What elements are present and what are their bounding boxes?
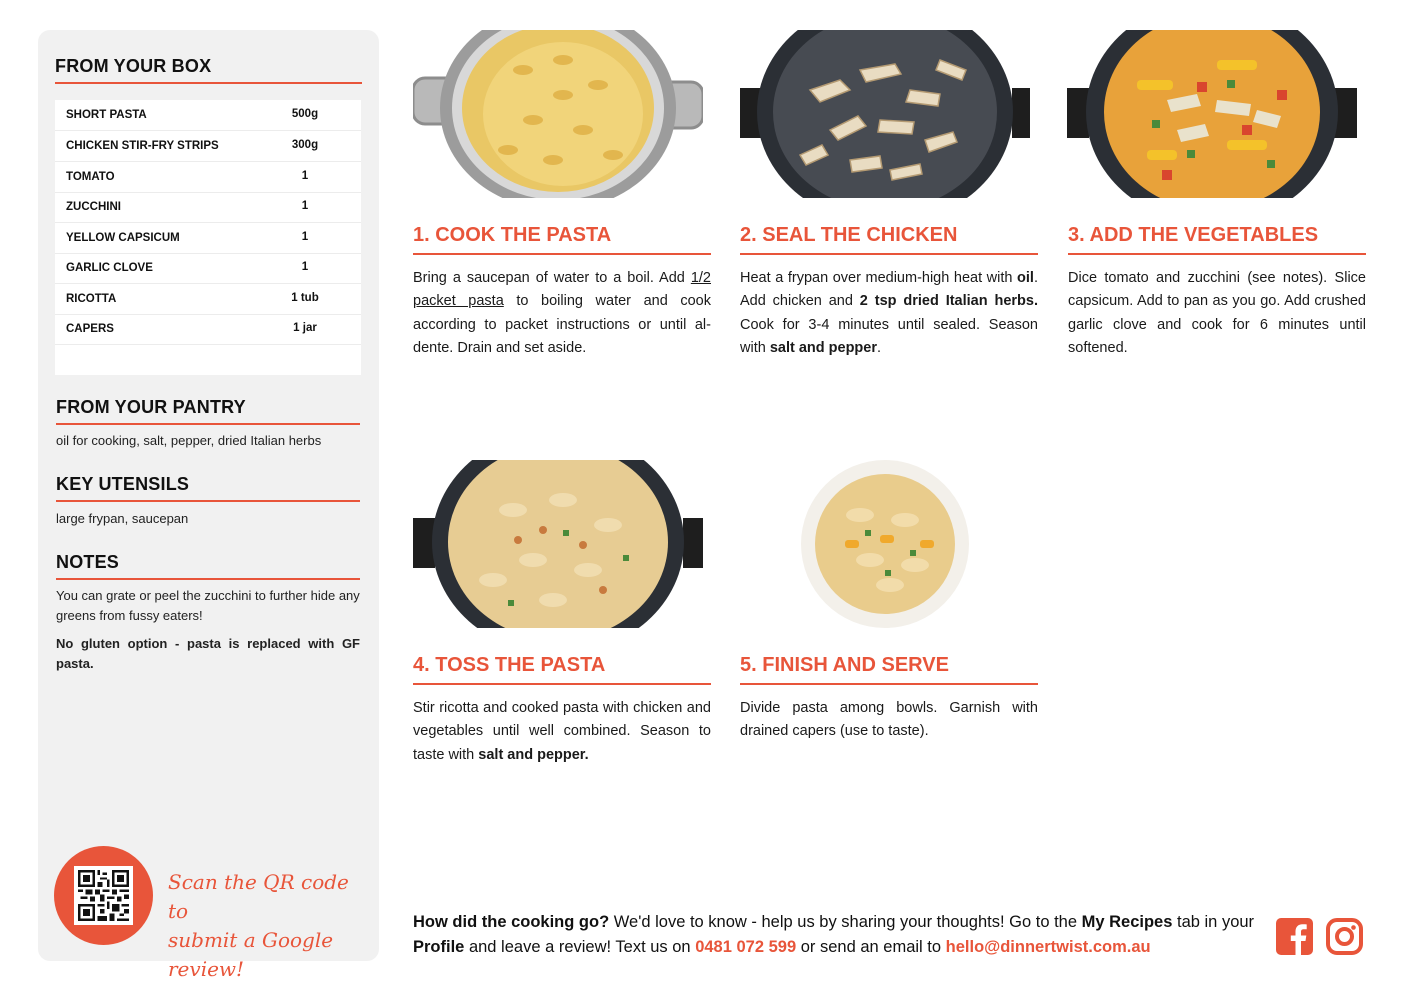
ingredient-row [55,223,361,254]
step-1-photo [413,30,703,198]
notes-gluten-option: No gluten option - pasta is replaced with GF pasta. [56,636,360,671]
pantry-text: oil for cooking, salt, pepper, dried Italian herbs [56,433,322,448]
ingredients-sidebar [38,30,379,981]
instruction-segment: Divide pasta among bowls. Garnish with drained capers (use to taste). [740,700,1038,740]
ingredient-name: YELLOW CAPSICUM [66,232,180,244]
ingredient-row [55,314,361,345]
step-1-instructions [413,267,711,360]
step-2-title: 2. SEAL THE CHICKEN [740,224,958,246]
instruction-segment: Stir ricotta and cooked pasta with chicken and vegetables until well combined. Season to taste with [413,700,711,763]
instruction-segment: salt and pepper. [478,746,589,763]
box-title-rule [55,82,362,84]
ingredient-row [55,192,361,223]
qr-prompt-line2: submit a Google review! [168,928,334,981]
box-title: FROM YOUR BOX [55,56,212,76]
ingredient-row [55,131,361,162]
step-5-rule [740,683,1038,685]
ingredient-name: RICOTTA [66,293,117,305]
footer-email-link[interactable]: hello@dinnertwist.com.au [945,938,1151,956]
instruction-segment: . [877,339,882,356]
footer-text-2: tab in your [1172,913,1255,931]
ingredient-qty: 1 tub [291,292,319,304]
instruction-segment: 1/2 packet pasta [413,270,711,310]
instruction-segment: to boiling water and cook according to packet instructions or until al-dente. Drain and set aside. [413,293,711,356]
instruction-segment: oil [1017,270,1034,286]
footer-phone-link[interactable]: 0481 072 599 [695,938,797,956]
ingredient-name: GARLIC CLOVE [66,262,153,274]
ingredient-qty: 1 [301,200,309,212]
ingredient-qty: 1 [301,261,309,273]
box-ingredient-table [55,100,361,375]
step-3-rule [1068,253,1366,255]
ingredient-name: SHORT PASTA [66,109,147,121]
footer-text-3: and leave a review! Text us on [464,938,696,956]
notes-text: You can grate or peel the zucchini to further hide any greens from fussy eaters! [56,588,360,623]
step-4-rule [413,683,711,685]
facebook-icon[interactable] [1276,918,1313,955]
ingredient-row [55,253,361,284]
step-5-title: 5. FINISH AND SERVE [740,654,949,676]
utensils-text: large frypan, saucepan [56,511,189,526]
qr-prompt-line1: Scan the QR code to [168,870,349,923]
step-4-photo [413,460,703,628]
ingredient-qty: 1 jar [293,322,317,334]
step-5-photo [740,460,1030,628]
instruction-segment: Bring a saucepan of water to a boil. Add [413,270,691,286]
step-3-instructions [1068,267,1366,360]
ingredient-row [55,162,361,193]
footer-text-1: We'd love to know - help us by sharing your thoughts! Go to the [609,913,1082,931]
ingredient-name: CAPERS [66,323,114,335]
step-1-title: 1. COOK THE PASTA [413,224,612,246]
notes-title: NOTES [56,552,120,572]
step-2-rule [740,253,1038,255]
step-4-instructions [413,697,711,767]
footer-profile: Profile [413,938,465,956]
instruction-segment: Heat a frypan over medium-high heat with [740,270,1018,286]
pantry-title-rule [56,423,360,425]
notes-title-rule [56,578,360,580]
qr-code-icon [78,870,129,921]
qr-code-badge[interactable] [54,846,153,945]
review-footer [413,910,1263,960]
instruction-segment: . Add chicken and [740,270,1038,310]
instruction-segment: Cook for 3-4 minutes until sealed. Season with [740,316,1038,356]
step-2-photo [740,30,1030,198]
step-5-instructions [740,697,1038,744]
ingredient-row [55,284,361,315]
footer-question: How did the cooking go? [413,913,610,931]
ingredient-qty: 1 [301,231,309,243]
step-4-title: 4. TOSS THE PASTA [413,654,606,676]
utensils-title: KEY UTENSILS [56,474,190,494]
instruction-segment: salt and pepper [769,339,877,356]
step-1-rule [413,253,711,255]
instruction-segment: Dice tomato and zucchini (see notes). Slice capsicum. Add to pan as you go. Add crushed garlic clove and cook for 6 minutes until softened. [1068,270,1366,356]
pantry-title: FROM YOUR PANTRY [56,397,246,417]
qr-prompt [168,868,368,984]
qr-code[interactable] [74,866,133,925]
ingredient-name: CHICKEN STIR-FRY STRIPS [66,140,219,152]
instagram-icon[interactable] [1326,918,1363,955]
ingredient-qty: 500g [291,108,319,120]
step-3-photo [1067,30,1357,198]
footer-my-recipes: My Recipes [1081,913,1173,931]
utensils-title-rule [56,500,360,502]
step-3-title: 3. ADD THE VEGETABLES [1068,224,1319,246]
ingredient-qty: 1 [301,170,309,182]
ingredient-name: ZUCCHINI [66,201,121,213]
instruction-segment: 2 tsp dried Italian herbs. [859,293,1038,310]
step-2-instructions [740,267,1038,360]
ingredient-name: TOMATO [66,171,115,183]
footer-text-4: or send an email to [796,938,946,956]
ingredient-row [55,100,361,131]
ingredient-qty: 300g [291,139,319,151]
